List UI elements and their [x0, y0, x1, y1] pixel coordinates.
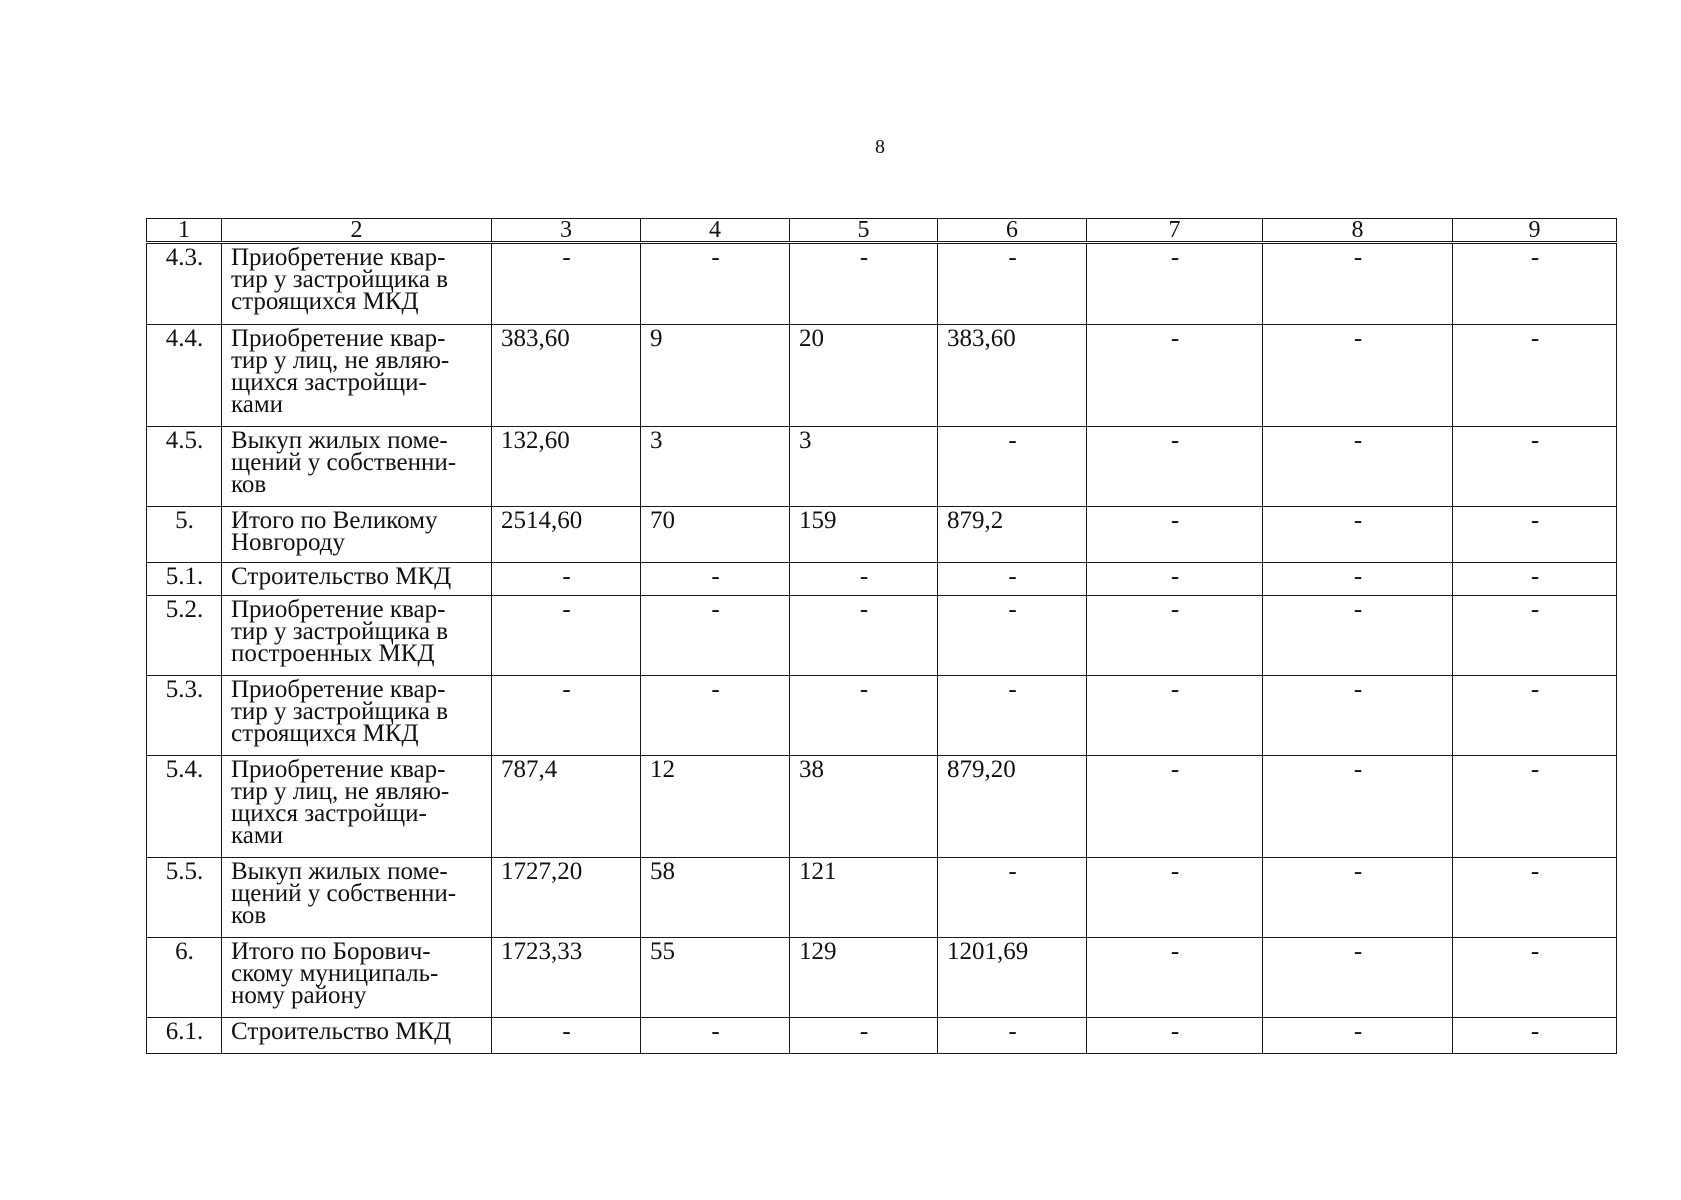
row-name: Итого по Борович- скому муниципаль- ному району — [222, 938, 492, 1018]
cell-col-6: - — [938, 596, 1087, 676]
data-table — [146, 218, 1617, 1054]
cell-col-6: - — [938, 858, 1087, 938]
table-row — [147, 596, 1617, 676]
header-cell-1: 1 — [147, 219, 222, 243]
cell-col-5: 38 — [790, 756, 938, 858]
table-row — [147, 427, 1617, 507]
row-number: 5.1. — [147, 563, 222, 596]
row-number: 4.5. — [147, 427, 222, 507]
cell-col-7: - — [1087, 325, 1263, 427]
cell-col-8: - — [1263, 858, 1453, 938]
table-row — [147, 756, 1617, 858]
cell-col-9: - — [1453, 563, 1617, 596]
cell-col-4: - — [641, 676, 790, 756]
cell-col-9: - — [1453, 938, 1617, 1018]
table-row — [147, 507, 1617, 563]
cell-col-3: - — [492, 243, 641, 325]
row-number: 4.3. — [147, 243, 222, 325]
cell-col-9: - — [1453, 596, 1617, 676]
row-name: Приобретение квар- тир у лиц, не являю- щихся застройщи- ками — [222, 756, 492, 858]
row-number: 5.3. — [147, 676, 222, 756]
row-name: Итого по Великому Новгороду — [222, 507, 492, 563]
cell-col-7: - — [1087, 427, 1263, 507]
cell-col-3: - — [492, 676, 641, 756]
cell-col-3: 2514,60 — [492, 507, 641, 563]
cell-col-8: - — [1263, 938, 1453, 1018]
row-name: Приобретение квар- тир у застройщика в построенных МКД — [222, 596, 492, 676]
cell-col-6: 879,2 — [938, 507, 1087, 563]
cell-col-4: - — [641, 563, 790, 596]
cell-col-5: 159 — [790, 507, 938, 563]
cell-col-7: - — [1087, 563, 1263, 596]
row-name: Строительство МКД — [222, 1018, 492, 1054]
header-cell-3: 3 — [492, 219, 641, 243]
row-name: Приобретение квар- тир у застройщика в строящихся МКД — [222, 243, 492, 325]
cell-col-7: - — [1087, 596, 1263, 676]
cell-col-3: 1727,20 — [492, 858, 641, 938]
row-name: Строительство МКД — [222, 563, 492, 596]
row-name: Выкуп жилых поме- щений у собственни- ков — [222, 427, 492, 507]
row-number: 6. — [147, 938, 222, 1018]
table-row — [147, 563, 1617, 596]
cell-col-4: 58 — [641, 858, 790, 938]
cell-col-3: 787,4 — [492, 756, 641, 858]
row-name: Приобретение квар- тир у лиц, не являю- щихся застройщи- ками — [222, 325, 492, 427]
cell-col-6: - — [938, 243, 1087, 325]
cell-col-4: 12 — [641, 756, 790, 858]
cell-col-6: - — [938, 563, 1087, 596]
table-row — [147, 938, 1617, 1018]
cell-col-6: 383,60 — [938, 325, 1087, 427]
cell-col-8: - — [1263, 1018, 1453, 1054]
header-cell-8: 8 — [1263, 219, 1453, 243]
cell-col-6: 879,20 — [938, 756, 1087, 858]
cell-col-9: - — [1453, 858, 1617, 938]
cell-col-8: - — [1263, 596, 1453, 676]
cell-col-7: - — [1087, 507, 1263, 563]
cell-col-4: 55 — [641, 938, 790, 1018]
page-number: 8 — [875, 136, 885, 158]
row-number: 6.1. — [147, 1018, 222, 1054]
table-body — [147, 219, 1617, 1054]
header-cell-6: 6 — [938, 219, 1087, 243]
cell-col-6: - — [938, 676, 1087, 756]
cell-col-5: - — [790, 596, 938, 676]
cell-col-5: 129 — [790, 938, 938, 1018]
cell-col-5: - — [790, 1018, 938, 1054]
cell-col-9: - — [1453, 507, 1617, 563]
cell-col-4: 70 — [641, 507, 790, 563]
cell-col-3: 132,60 — [492, 427, 641, 507]
table-row — [147, 1018, 1617, 1054]
cell-col-9: - — [1453, 756, 1617, 858]
row-number: 5.4. — [147, 756, 222, 858]
row-number: 5.2. — [147, 596, 222, 676]
cell-col-8: - — [1263, 676, 1453, 756]
table-row — [147, 858, 1617, 938]
cell-col-8: - — [1263, 563, 1453, 596]
cell-col-6: - — [938, 427, 1087, 507]
header-cell-2: 2 — [222, 219, 492, 243]
cell-col-7: - — [1087, 243, 1263, 325]
cell-col-5: 121 — [790, 858, 938, 938]
row-name: Приобретение квар- тир у застройщика в строящихся МКД — [222, 676, 492, 756]
cell-col-3: - — [492, 596, 641, 676]
cell-col-4: - — [641, 1018, 790, 1054]
cell-col-9: - — [1453, 427, 1617, 507]
cell-col-9: - — [1453, 325, 1617, 427]
header-cell-4: 4 — [641, 219, 790, 243]
cell-col-7: - — [1087, 676, 1263, 756]
cell-col-5: - — [790, 563, 938, 596]
cell-col-4: - — [641, 243, 790, 325]
cell-col-4: 3 — [641, 427, 790, 507]
cell-col-3: - — [492, 563, 641, 596]
cell-col-5: 20 — [790, 325, 938, 427]
header-cell-5: 5 — [790, 219, 938, 243]
cell-col-8: - — [1263, 427, 1453, 507]
cell-col-4: 9 — [641, 325, 790, 427]
cell-col-8: - — [1263, 756, 1453, 858]
header-cell-7: 7 — [1087, 219, 1263, 243]
cell-col-5: - — [790, 243, 938, 325]
table-row — [147, 243, 1617, 325]
row-name: Выкуп жилых поме- щений у собственни- ков — [222, 858, 492, 938]
cell-col-9: - — [1453, 676, 1617, 756]
header-cell-9: 9 — [1453, 219, 1617, 243]
cell-col-8: - — [1263, 507, 1453, 563]
cell-col-8: - — [1263, 243, 1453, 325]
cell-col-5: 3 — [790, 427, 938, 507]
cell-col-9: - — [1453, 1018, 1617, 1054]
cell-col-7: - — [1087, 756, 1263, 858]
cell-col-4: - — [641, 596, 790, 676]
row-number: 5. — [147, 507, 222, 563]
table-row — [147, 325, 1617, 427]
cell-col-8: - — [1263, 325, 1453, 427]
cell-col-7: - — [1087, 1018, 1263, 1054]
row-number: 4.4. — [147, 325, 222, 427]
cell-col-6: - — [938, 1018, 1087, 1054]
cell-col-3: - — [492, 1018, 641, 1054]
table-row — [147, 676, 1617, 756]
cell-col-5: - — [790, 676, 938, 756]
cell-col-6: 1201,69 — [938, 938, 1087, 1018]
cell-col-9: - — [1453, 243, 1617, 325]
cell-col-7: - — [1087, 938, 1263, 1018]
cell-col-3: 383,60 — [492, 325, 641, 427]
header-row — [147, 219, 1617, 243]
cell-col-7: - — [1087, 858, 1263, 938]
row-number: 5.5. — [147, 858, 222, 938]
cell-col-3: 1723,33 — [492, 938, 641, 1018]
